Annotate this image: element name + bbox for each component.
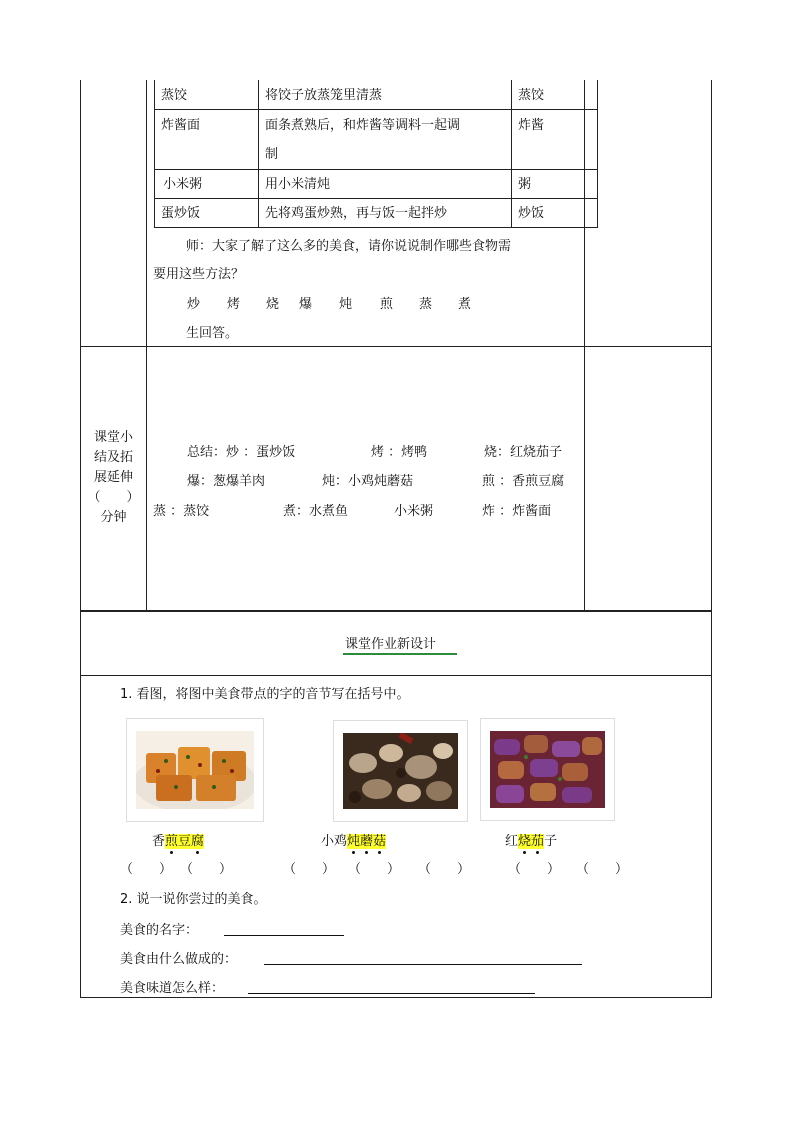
food-method-cell: 先将鸡蛋炒熟，再与饭一起拌炒 (265, 206, 448, 221)
food-method-cell-cont: 制 (265, 147, 279, 162)
answer-paren[interactable]: （ ） (120, 862, 173, 877)
answer-paren[interactable]: （ ） (348, 862, 401, 877)
food-photo-chicken-mushroom (333, 720, 468, 822)
outer-right-border (711, 80, 712, 998)
food-result-cell: 炸酱 (518, 118, 545, 133)
dish-caption-eggplant: 红烧茄子 (505, 834, 558, 849)
answer-paren[interactable]: （ ） (283, 862, 336, 877)
answer-paren[interactable]: （ ） (576, 862, 629, 877)
student-answer: 生回答。 (186, 326, 239, 341)
food-name-cell: 炸酱面 (161, 118, 201, 133)
food-name-cell: 小米粥 (163, 177, 203, 192)
teacher-question: 师：大家了解了这么多的美食，请你说说制作哪些食物需 (186, 239, 512, 254)
food-method-cell: 将饺子放蒸笼里清蒸 (265, 88, 383, 103)
homework-title: 课堂作业新设计 (345, 637, 437, 652)
food-photo-eggplant (480, 718, 615, 821)
title-underline (343, 653, 457, 655)
teacher-question-cont: 要用这些方法？ (153, 267, 245, 282)
food-method-cell: 面条煮熟后，和炸酱等调料一起调 (265, 118, 461, 133)
food-name-cell: 蒸饺 (161, 88, 188, 103)
food-ingredients-label: 美食由什么做成的： (120, 952, 238, 967)
food-ingredients-blank[interactable] (264, 964, 582, 965)
food-taste-blank[interactable] (248, 993, 535, 994)
outer-left-border (80, 80, 81, 998)
section-label: 课堂小 结及拓 展延伸 （ ） 分钟 (87, 430, 140, 525)
food-result-cell: 蒸饺 (518, 88, 545, 103)
answer-paren[interactable]: （ ） (418, 862, 471, 877)
food-result-cell: 粥 (518, 177, 532, 192)
food-method-cell: 用小米清炖 (265, 177, 331, 192)
answer-paren[interactable]: （ ） (508, 862, 561, 877)
food-name-label: 美食的名字： (120, 923, 199, 938)
question-1: 1. 看图，将图中美食带点的字的音节写在括号中。 (120, 687, 410, 702)
food-result-cell: 炒饭 (518, 206, 545, 221)
food-taste-label: 美食味道怎么样： (120, 981, 225, 996)
food-photo-tofu (126, 718, 264, 822)
dish-caption-tofu: 香煎豆腐 (152, 834, 205, 849)
answer-paren[interactable]: （ ） (180, 862, 233, 877)
row-divider-1 (80, 346, 712, 347)
food-name-cell: 蛋炒饭 (161, 206, 201, 221)
dish-caption-chicken-mushroom: 小鸡炖蘑菇 (321, 834, 387, 849)
food-name-blank[interactable] (224, 935, 344, 936)
question-2: 2. 说一说你尝过的美食。 (120, 892, 267, 907)
row-divider-2 (80, 610, 712, 612)
row-divider-3 (80, 675, 712, 676)
